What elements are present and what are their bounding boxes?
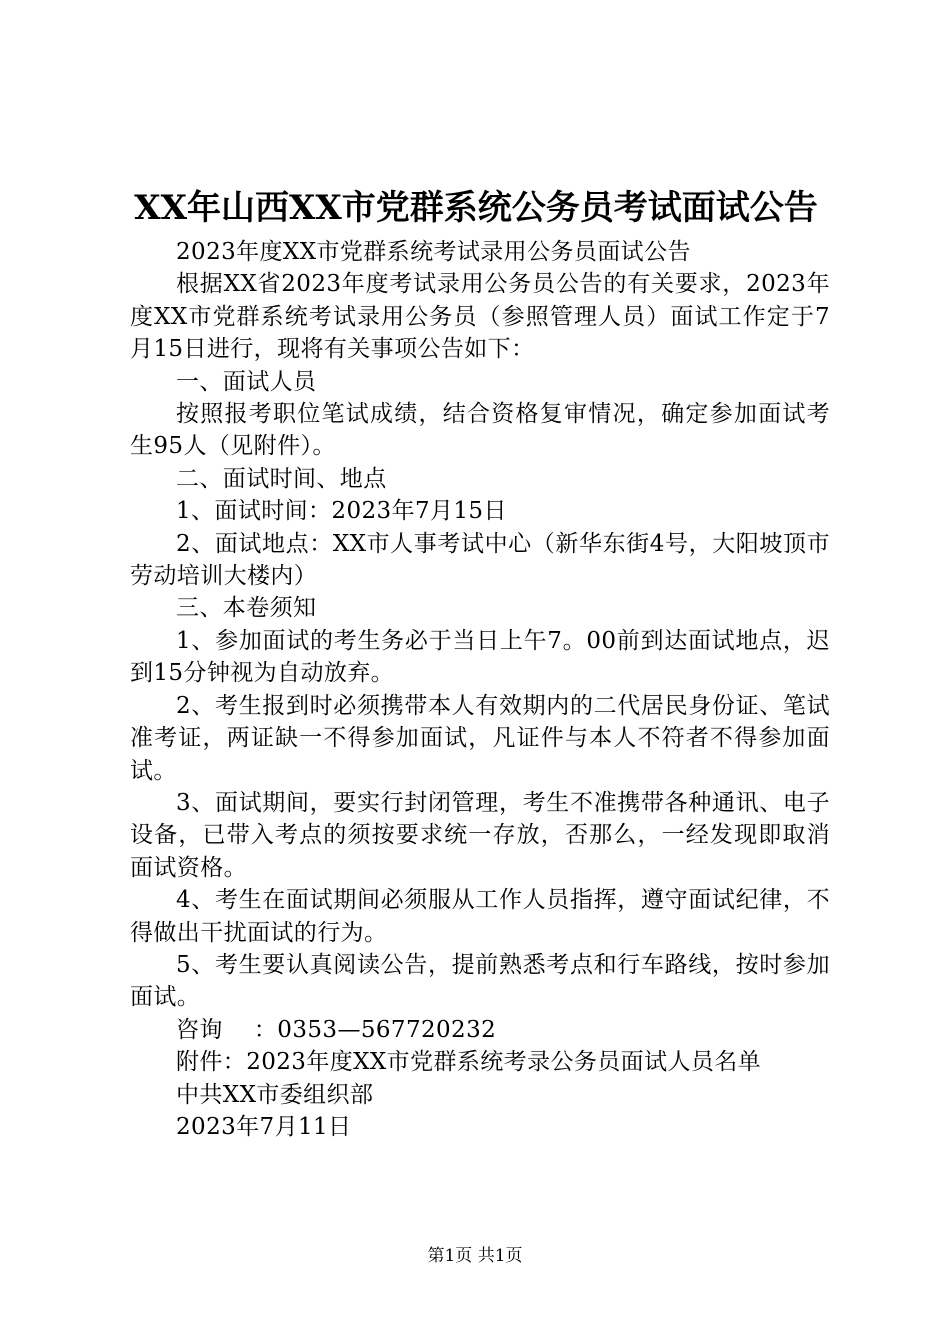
section-heading-time-place: 二、面试时间、地点	[176, 465, 387, 492]
paragraph-interview-time: 1、面试时间：2023年7月15日	[176, 498, 507, 525]
paragraph-notice-3: 3、面试期间，要实行封闭管理，考生不准携带各种通讯、电子设备，已带入考点的须按要求统一存放，否那么，一经发现即取消面试资格。	[130, 789, 830, 881]
section-heading-notice: 三、本卷须知	[176, 595, 317, 622]
paragraph-issuer: 中共XX市委组织部	[176, 1081, 374, 1108]
paragraph-notice-5: 5、考生要认真阅读公告，提前熟悉考点和行车路线，按时参加面试。	[130, 951, 830, 1011]
paragraph-notice-1: 1、参加面试的考生务必于当日上午7。00前到达面试地点，迟到15分钟视为自动放弃。	[130, 627, 830, 687]
document-page	[130, 182, 830, 1143]
paragraph-contact: 咨询 ：0353—567720232	[176, 1016, 497, 1043]
section-heading-interviewees: 一、面试人员	[176, 368, 317, 395]
paragraph-date: 2023年7月11日	[176, 1113, 352, 1140]
paragraph-interview-place: 2、面试地点：XX市人事考试中心（新华东街4号，大阳坡顶市劳动培训大楼内）	[130, 530, 830, 590]
document-title: XX年山西XX市党群系统公务员考试面试公告	[134, 188, 818, 228]
page-footer: 第1页 共1页	[427, 1246, 523, 1266]
paragraph-subtitle: 2023年度XX市党群系统考试录用公务员面试公告	[176, 239, 691, 265]
paragraph-intro: 根据XX省2023年度考试录用公务员公告的有关要求，2023年度XX市党群系统考试录用公务员（参照管理人员）面试工作定于7月15日进行，现将有关事项公告如下：	[130, 271, 830, 363]
paragraph-notice-4: 4、考生在面试期间必须服从工作人员指挥，遵守面试纪律，不得做出干扰面试的行为。	[130, 887, 830, 946]
paragraph-attachment: 附件：2023年度XX市党群系统考录公务员面试人员名单	[176, 1049, 762, 1076]
paragraph-interviewees: 按照报考职位笔试成绩，结合资格复审情况，确定参加面试考生95人（见附件）。	[130, 401, 830, 460]
paragraph-notice-2: 2、考生报到时必须携带本人有效期内的二代居民身份证、笔试准考证，两证缺一不得参加面试，凡证件与本人不符者不得参加面试。	[130, 692, 830, 784]
